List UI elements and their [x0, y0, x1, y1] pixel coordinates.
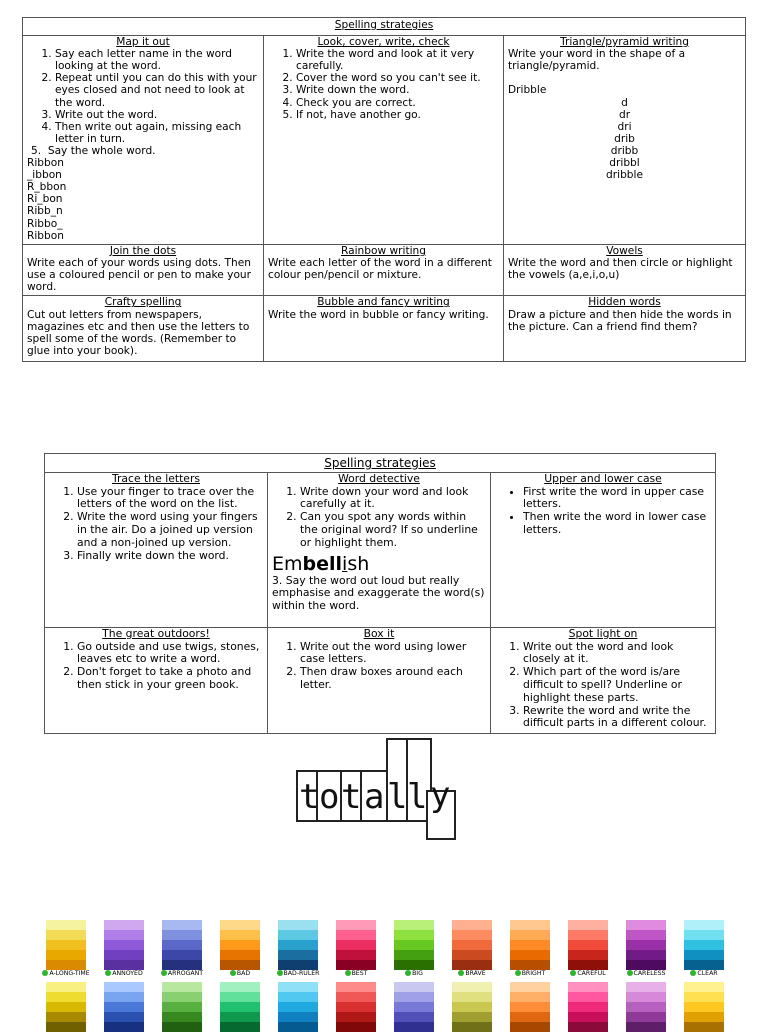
color-swatch	[220, 920, 260, 970]
color-swatch	[220, 982, 260, 1032]
cell-heading: Spot light on	[568, 626, 638, 640]
example-line: Ri_bon	[27, 193, 63, 206]
swatch-label	[386, 970, 442, 978]
crafty-spelling-cell	[23, 296, 264, 362]
swatch-label-text: BRAVE	[465, 970, 486, 977]
status-dot-icon	[105, 970, 111, 976]
pyramid-line: dribb	[610, 145, 639, 158]
cell-heading: Join the dots	[109, 245, 177, 258]
color-swatch	[626, 920, 666, 970]
table-title: Spelling strategies	[23, 18, 746, 36]
list-item: 1. Write out the word and look closely at it.	[523, 641, 711, 667]
steps-list	[27, 48, 259, 145]
color-swatch	[684, 982, 724, 1032]
box-letter: t	[341, 777, 362, 817]
cell-heading: The great outdoors!	[102, 626, 210, 640]
ribbon-example	[27, 157, 259, 242]
swatch-label-text: ARROGANT	[167, 970, 204, 977]
color-swatch	[510, 920, 550, 970]
vowels-cell	[504, 245, 746, 296]
steps-list	[49, 486, 263, 563]
list-item: 3. Finally write down the word.	[77, 550, 263, 563]
word-pyramid	[508, 97, 741, 181]
status-dot-icon	[161, 970, 167, 976]
example-line: Ribb_n	[27, 205, 63, 218]
list-item: 4. Then write out again, missing each letter in turn.	[55, 121, 259, 145]
color-swatch	[684, 920, 724, 970]
spot-light-cell	[491, 627, 716, 733]
status-dot-icon	[515, 970, 521, 976]
cell-text: Draw a picture and then hide the words in the picture. Can a friend find them?	[508, 308, 732, 333]
color-swatch	[568, 982, 608, 1032]
swatch-label	[328, 970, 384, 978]
swatch-label-text: BEST	[351, 970, 368, 977]
example-line: Ribbo_	[27, 217, 63, 230]
steps-list	[49, 641, 263, 692]
example-line: R_bbon	[27, 181, 67, 194]
list-item: 1. Write out the word using lower case letters.	[300, 641, 486, 667]
swatch-label-text: BRIGHT	[521, 970, 546, 977]
status-dot-icon	[690, 970, 696, 976]
pyramid-line: d	[621, 97, 628, 110]
table-title: Spelling strategies	[45, 454, 716, 473]
color-swatch	[510, 982, 550, 1032]
list-item: 4. Check you are correct.	[296, 97, 499, 109]
list-item: 1. Write the word and look at it very carefully.	[296, 48, 499, 72]
status-dot-icon	[345, 970, 351, 976]
list-item: 3. Write out the word.	[55, 109, 259, 121]
cell-heading: Word detective	[338, 471, 420, 485]
status-dot-icon	[458, 970, 464, 976]
box-it-example-totally	[292, 742, 478, 834]
emotion-swatch-strip	[36, 914, 736, 1024]
triangle-writing-cell	[504, 36, 746, 245]
bubble-writing-cell	[264, 296, 504, 362]
status-dot-icon	[42, 970, 48, 976]
color-swatch	[104, 920, 144, 970]
swatch-label	[618, 970, 674, 978]
swatch-label	[212, 970, 268, 978]
swatch-label	[676, 970, 732, 978]
cell-heading: Crafty spelling	[104, 296, 182, 309]
cell-heading: Triangle/pyramid writing	[560, 36, 689, 49]
cell-heading: Map it out	[116, 36, 170, 49]
cell-text: Write each letter of the word in a different colour pen/pencil or mixture.	[268, 257, 492, 282]
list-item: 2. Write the word using your fingers in the air. Do a joined up version and a non-joined up version.	[77, 511, 263, 549]
color-swatch	[104, 982, 144, 1032]
great-outdoors-cell	[45, 627, 268, 733]
list-item: 1. Write down your word and look carefully at it.	[300, 486, 486, 512]
trace-letters-cell	[45, 472, 268, 627]
cell-heading: Rainbow writing	[340, 245, 426, 258]
cell-heading: Look, cover, write, check	[317, 36, 450, 49]
bullet-list	[495, 486, 711, 537]
swatch-label-text: BAD	[236, 970, 251, 977]
list-item: 2. Cover the word so you can't see it.	[296, 72, 499, 84]
color-swatch	[336, 920, 376, 970]
color-swatch	[452, 920, 492, 970]
spelling-strategies-table-2	[44, 453, 716, 734]
color-swatch	[568, 920, 608, 970]
list-item: 3. Rewrite the word and write the difficult parts in a different colour.	[523, 705, 711, 731]
hidden-words-cell	[504, 296, 746, 362]
underlined-word: i	[342, 552, 348, 575]
swatch-label-text: BIG	[412, 970, 423, 977]
box-letter: l	[387, 777, 408, 817]
swatch-label-text: CLEAR	[697, 970, 718, 977]
steps-list	[272, 486, 486, 550]
list-item: 2. Which part of the word is/are difficult to spell? Underline or highlight these parts.	[523, 666, 711, 704]
box-letter: a	[364, 777, 385, 817]
color-swatch	[394, 982, 434, 1032]
example-line: Ribbon	[27, 157, 64, 170]
color-swatch	[336, 982, 376, 1032]
spelling-strategies-table-1	[22, 17, 746, 362]
example-line: Ribbon	[27, 229, 64, 242]
swatch-label	[560, 970, 616, 978]
list-item: 2. Then draw boxes around each letter.	[300, 666, 486, 692]
box-letter: l	[407, 777, 428, 817]
list-item: 1. Use your finger to trace over the letters of the word on the list.	[77, 486, 263, 512]
status-dot-icon	[570, 970, 576, 976]
color-swatch	[394, 920, 434, 970]
pyramid-line: dri	[617, 121, 632, 134]
join-the-dots-cell	[23, 245, 264, 296]
list-item: 3. Write down the word.	[296, 84, 499, 96]
status-dot-icon	[627, 970, 633, 976]
list-item: 2. Repeat until you can do this with your eyes closed and not need to look at the word.	[55, 72, 259, 108]
steps-list	[268, 48, 499, 121]
highlighted-word: bell	[302, 552, 343, 575]
swatch-label-text: BAD-RULER	[283, 970, 320, 977]
list-item: 2. Can you spot any words within the original word? If so underline or highlight them.	[300, 511, 486, 549]
box-letter: t	[299, 777, 320, 817]
swatch-label-text: ANNOYED	[112, 970, 143, 977]
swatch-label	[502, 970, 558, 978]
step-3: 3. Say the word out loud but really emphasise and exaggerate the word(s) within the word.	[272, 573, 485, 613]
pyramid-line: dribbl	[609, 157, 640, 170]
map-it-out-cell	[23, 36, 264, 245]
swatch-label-text: CAREFUL	[577, 970, 606, 977]
cell-text: Cut out letters from newspapers, magazines etc and then use the letters to spell some of the words. (Remember to glue into your book).	[27, 308, 250, 357]
list-item: 5. If not, have another go.	[296, 109, 499, 121]
cell-text: Write the word in bubble or fancy writing.	[268, 308, 489, 321]
list-item: • Then write the word in lower case letters.	[523, 511, 711, 537]
color-swatch	[162, 920, 202, 970]
steps-list	[495, 641, 711, 731]
color-swatch	[46, 982, 86, 1032]
color-swatch	[278, 920, 318, 970]
status-dot-icon	[230, 970, 236, 976]
pyramid-line: dribble	[606, 169, 643, 182]
swatch-label	[154, 970, 210, 978]
cell-heading: Upper and lower case	[544, 471, 662, 485]
cell-text: Write your word in the shape of a triangle/pyramid.	[508, 48, 686, 73]
swatch-label	[38, 970, 94, 978]
pyramid-line: dr	[618, 109, 631, 122]
color-swatch	[278, 982, 318, 1032]
cell-heading: Trace the letters	[111, 471, 201, 485]
pyramid-line: drib	[614, 133, 635, 146]
cell-heading: Bubble and fancy writing	[317, 296, 450, 309]
list-item: 2. Don't forget to take a photo and then stick in your green book.	[77, 666, 263, 692]
list-item: 1. Go outside and use twigs, stones, leaves etc to write a word.	[77, 641, 263, 667]
embellish-example: Embellish	[272, 552, 370, 575]
cell-heading: Vowels	[606, 245, 643, 258]
box-it-cell	[268, 627, 491, 733]
color-swatch	[162, 982, 202, 1032]
example-word: Dribble	[508, 84, 547, 97]
swatch-label-text: CARELESS	[633, 970, 666, 977]
color-swatch	[452, 982, 492, 1032]
cell-text: Write each of your words using dots. Then use a coloured pencil or pen to make your word.	[27, 257, 251, 294]
status-dot-icon	[405, 970, 411, 976]
cell-heading: Hidden words	[588, 296, 661, 309]
steps-list	[272, 641, 486, 692]
color-swatch	[626, 982, 666, 1032]
swatch-label-text: A-LONG-TIME	[49, 970, 90, 977]
cell-heading: Box it	[363, 626, 395, 640]
cell-text: Write the word and then circle or highlight the vowels (a,e,i,o,u)	[508, 257, 733, 282]
word-detective-cell	[268, 472, 491, 627]
upper-lower-case-cell	[491, 472, 716, 627]
box-letter: o	[319, 777, 340, 817]
list-item: 1. Say each letter name in the word looking at the word.	[55, 48, 259, 72]
status-dot-icon	[277, 970, 283, 976]
example-line: _ibbon	[27, 169, 62, 182]
swatch-label	[444, 970, 500, 978]
step-5: 5. Say the whole word.	[31, 144, 156, 157]
look-cover-write-check-cell	[264, 36, 504, 245]
box-letter: y	[430, 775, 451, 815]
swatch-label	[270, 970, 326, 978]
swatch-label	[96, 970, 152, 978]
list-item: • First write the word in upper case letters.	[523, 486, 711, 512]
rainbow-writing-cell	[264, 245, 504, 296]
color-swatch	[46, 920, 86, 970]
